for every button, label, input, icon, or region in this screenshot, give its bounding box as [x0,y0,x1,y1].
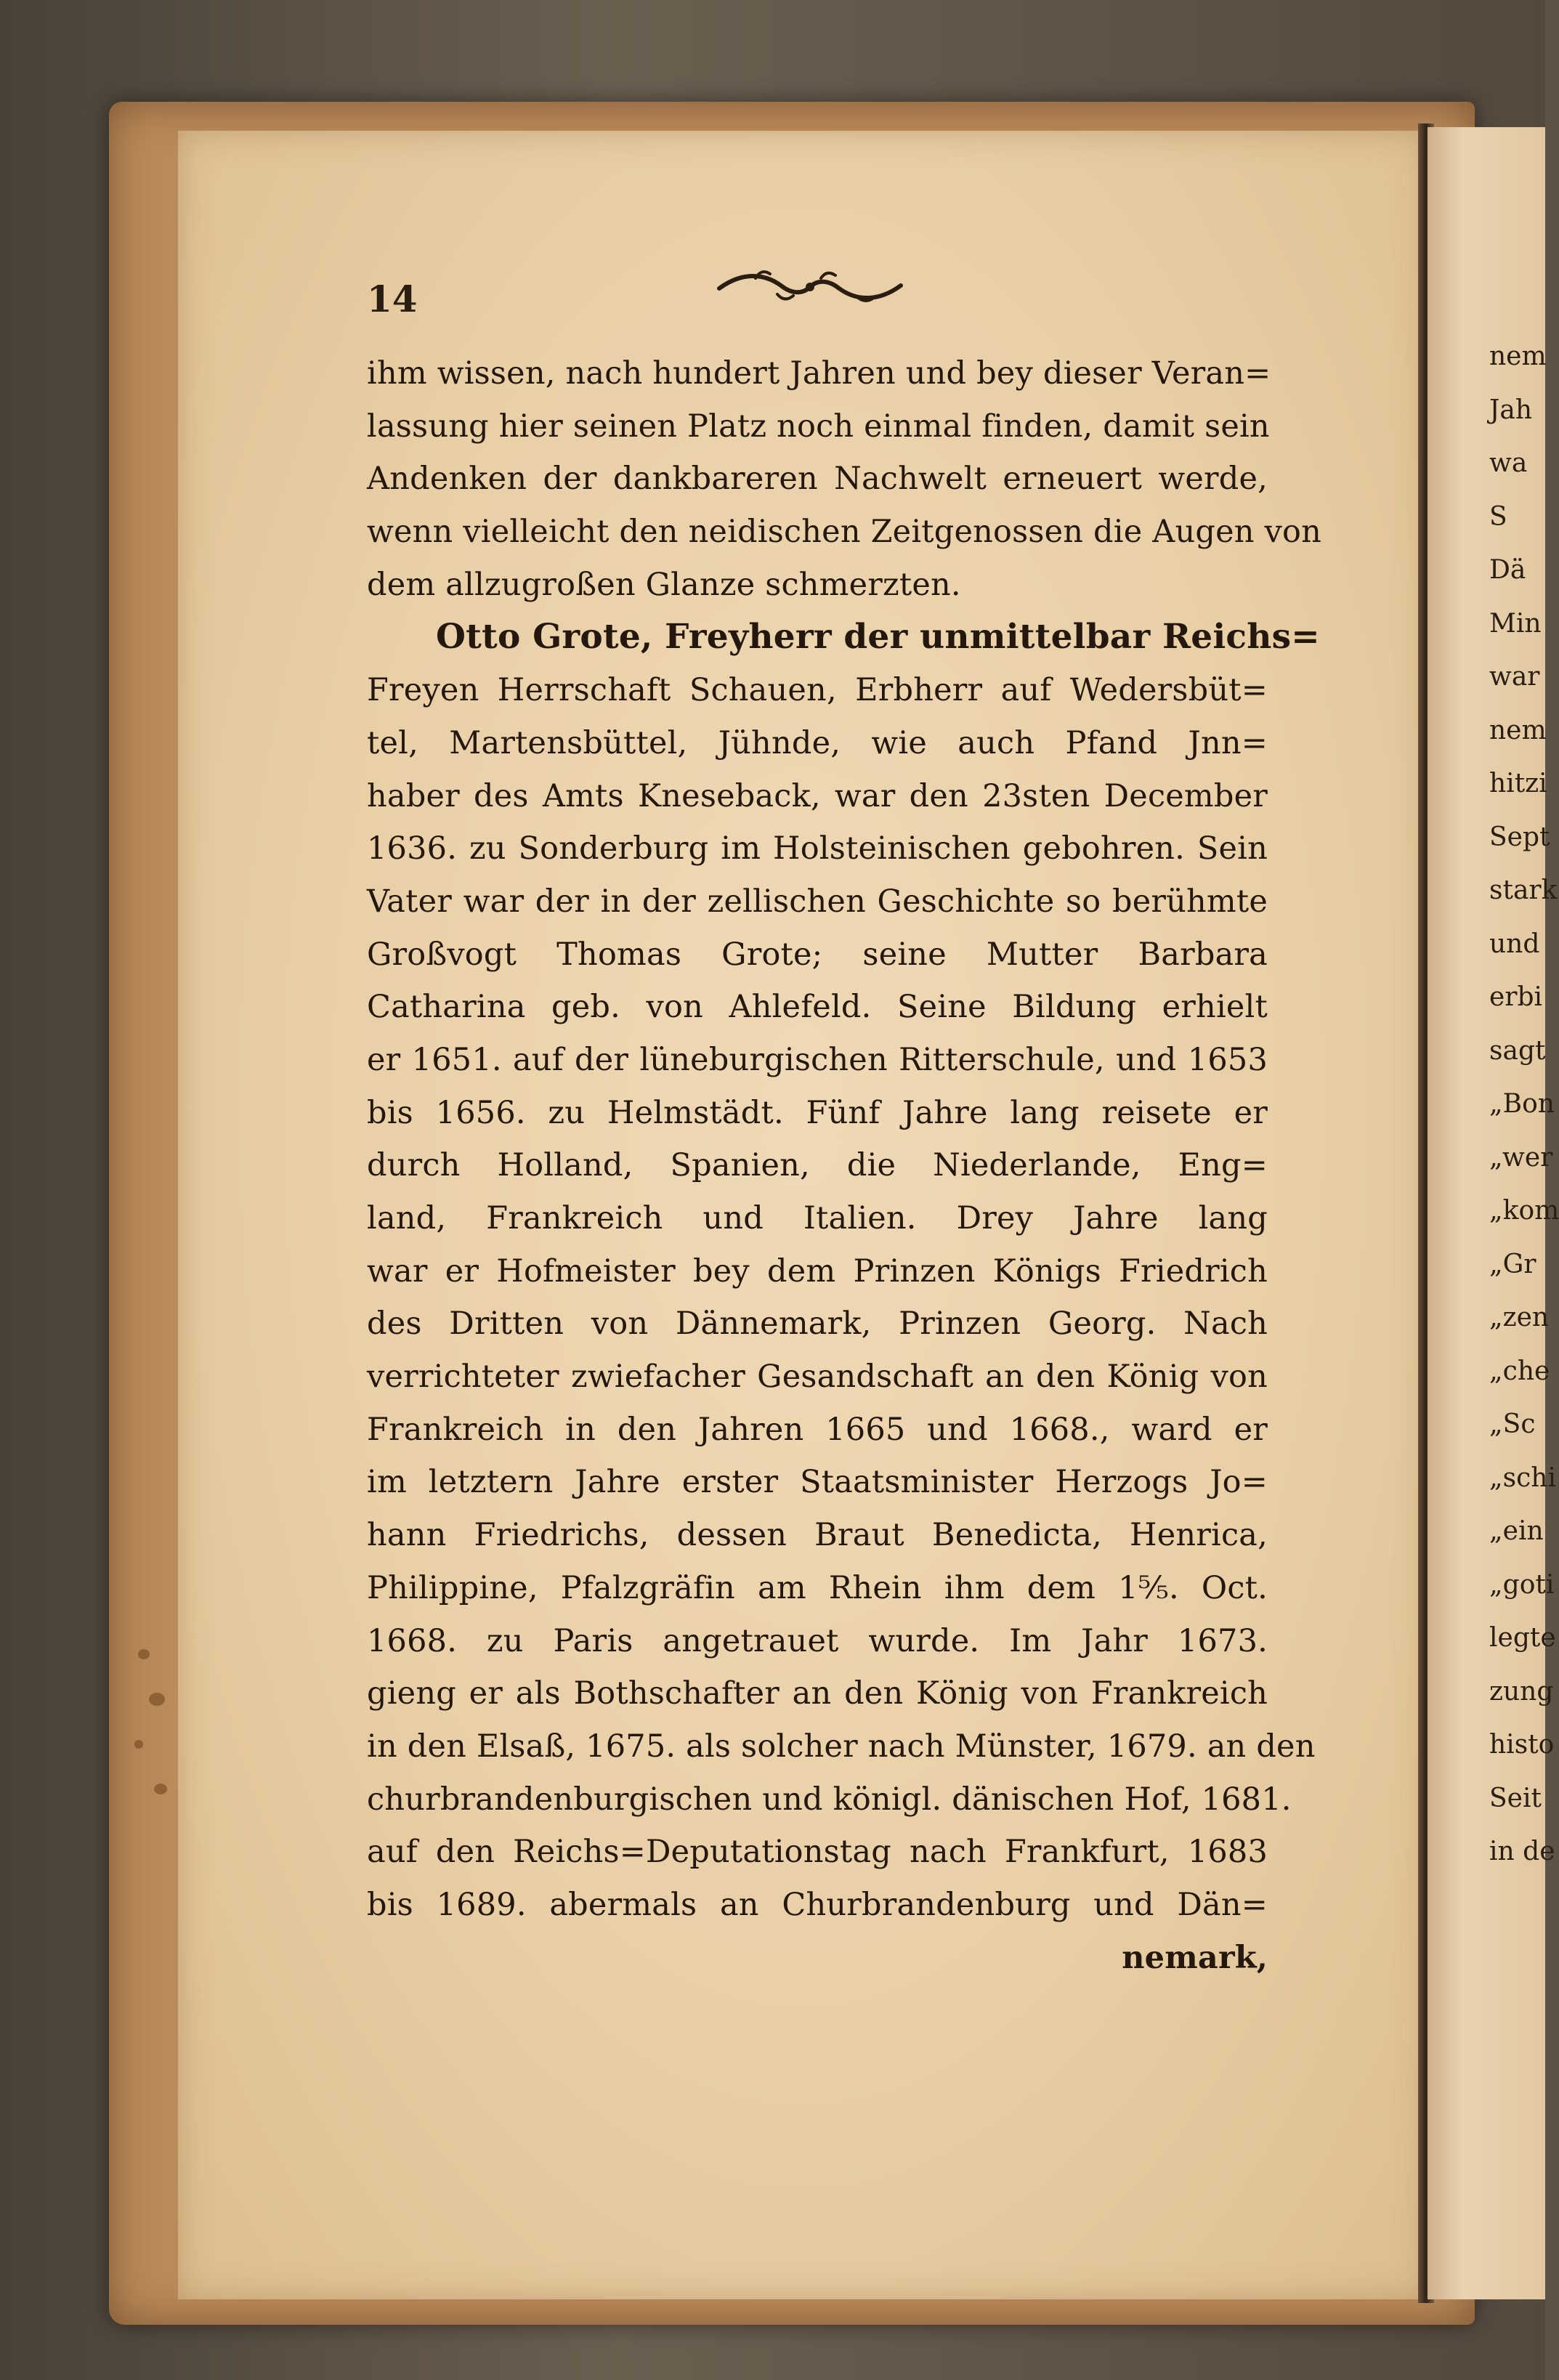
facing-page-fragment: legte [1489,1623,1556,1653]
facing-page-fragment: „Bon [1489,1089,1555,1119]
text-line: er 1651. auf der lüneburgischen Ritterschule, und 1653 [367,1041,1268,1078]
facing-page-fragment: zung [1489,1676,1554,1707]
facing-page-fragment: S [1489,501,1507,532]
facing-page-fragment: „goti [1489,1569,1555,1600]
facing-page-fragment: Min [1489,608,1542,639]
facing-page-fragment: hitzi [1489,769,1547,798]
facing-page-fragment: „ein [1489,1516,1544,1546]
text-line: in den Elsaß, 1675. als solcher nach Münster, 1679. an den [367,1728,1316,1765]
foxing-speck [134,1740,143,1749]
text-line: dem allzugroßen Glanze schmerzten. [367,566,961,603]
facing-page-fragment: stark [1489,875,1558,905]
text-line: verrichteter zwiefacher Gesandschaft an den König von [367,1359,1268,1396]
facing-page-fragment: sagt [1489,1035,1546,1066]
text-line: haber des Amts Kneseback, war den 23sten December [367,777,1268,814]
text-line: gieng er als Bothschafter an den König von Frankreich [367,1675,1268,1712]
facing-page-fragment: nem [1489,715,1547,745]
facing-page-fragment: wa [1489,448,1528,478]
facing-page-fragment: und [1489,928,1540,959]
facing-page-fragment: war [1489,662,1540,692]
text-line: Frankreich in den Jahren 1665 und 1668., ward er [367,1411,1268,1448]
text-line-heading: Otto Grote, Freyherr der unmittelbar Reichs= [436,617,1320,657]
facing-page-fragment: histo [1489,1730,1555,1760]
facing-page-fragment: „kom [1489,1196,1559,1226]
body-text [367,347,1321,1984]
text-line: 1668. zu Paris angetrauet wurde. Im Jahr 1673. [367,1622,1268,1659]
text-line: bis 1656. zu Helmstädt. Fünf Jahre lang reisete er [367,1094,1268,1131]
facing-page-fragment: „schi [1489,1462,1556,1493]
foxing-speck [138,1649,150,1659]
text-line: Großvogt Thomas Grote; seine Mutter Barbara [367,936,1268,973]
text-line: 1636. zu Sonderburg im Holsteinischen gebohren. Sein [367,830,1268,867]
text-line: Freyen Herrschaft Schauen, Erbherr auf Wedersbüt= [367,672,1268,709]
text-line: hann Friedrichs, dessen Braut Benedicta, Henrica, [367,1517,1268,1554]
text-line: tel, Martensbüttel, Jühnde, wie auch Pfand Jnn= [367,724,1268,761]
foxing-speck [154,1784,167,1794]
text-line: lassung hier seinen Platz noch einmal finden, damit sein [367,408,1270,445]
facing-page-fragment: Jah [1489,394,1533,425]
facing-page-fragment: Dä [1489,555,1526,585]
text-line: auf den Reichs=Deputationstag nach Frankfurt, 1683 [367,1834,1268,1871]
decorative-vine-ornament-icon [712,265,908,309]
facing-page-fragment: „Sc [1489,1409,1536,1439]
text-line: ihm wissen, nach hundert Jahren und bey dieser Veran= [367,355,1271,392]
facing-page-fragment: „wer [1489,1142,1553,1173]
text-line: bis 1689. abermals an Churbrandenburg und Dän= [367,1886,1268,1923]
text-line: Catharina geb. von Ahlefeld. Seine Bildung erhielt [367,989,1268,1026]
facing-page-fragment: Seit [1489,1783,1542,1813]
text-line: war er Hofmeister bey dem Prinzen Königs Friedrich [367,1252,1268,1290]
catchword: nemark, [1122,1939,1268,1976]
facing-page-fragment: „Gr [1489,1249,1536,1279]
page-number: 14 [367,278,418,320]
facing-page-fragment: „che [1489,1356,1550,1386]
facing-page-fragment: nem [1489,341,1547,371]
facing-page-fragment: in de [1489,1837,1555,1866]
text-line: Andenken der dankbareren Nachwelt erneuert werde, [367,461,1268,498]
facing-page-fragment: Sept [1489,822,1550,852]
text-line: im letztern Jahre erster Staatsminister Herzogs Jo= [367,1464,1268,1501]
text-line: churbrandenburgischen und königl. dänischen Hof, 1681. [367,1781,1292,1818]
facing-page-fragment: erbi [1489,982,1543,1012]
foxing-speck [149,1693,165,1706]
text-line: Philippine, Pfalzgräfin am Rhein ihm dem 1⁵⁄₅. Oct. [367,1569,1268,1606]
text-line: des Dritten von Dännemark, Prinzen Georg. Nach [367,1306,1268,1343]
text-line: wenn vielleicht den neidischen Zeitgenossen die Augen von [367,514,1321,551]
text-line: land, Frankreich und Italien. Drey Jahre lang [367,1200,1268,1236]
text-line: durch Holland, Spanien, die Niederlande, Eng= [367,1147,1268,1184]
text-line: Vater war der in der zellischen Geschichte so berühmte [367,883,1268,920]
facing-page-fragment: „zen [1489,1303,1550,1332]
